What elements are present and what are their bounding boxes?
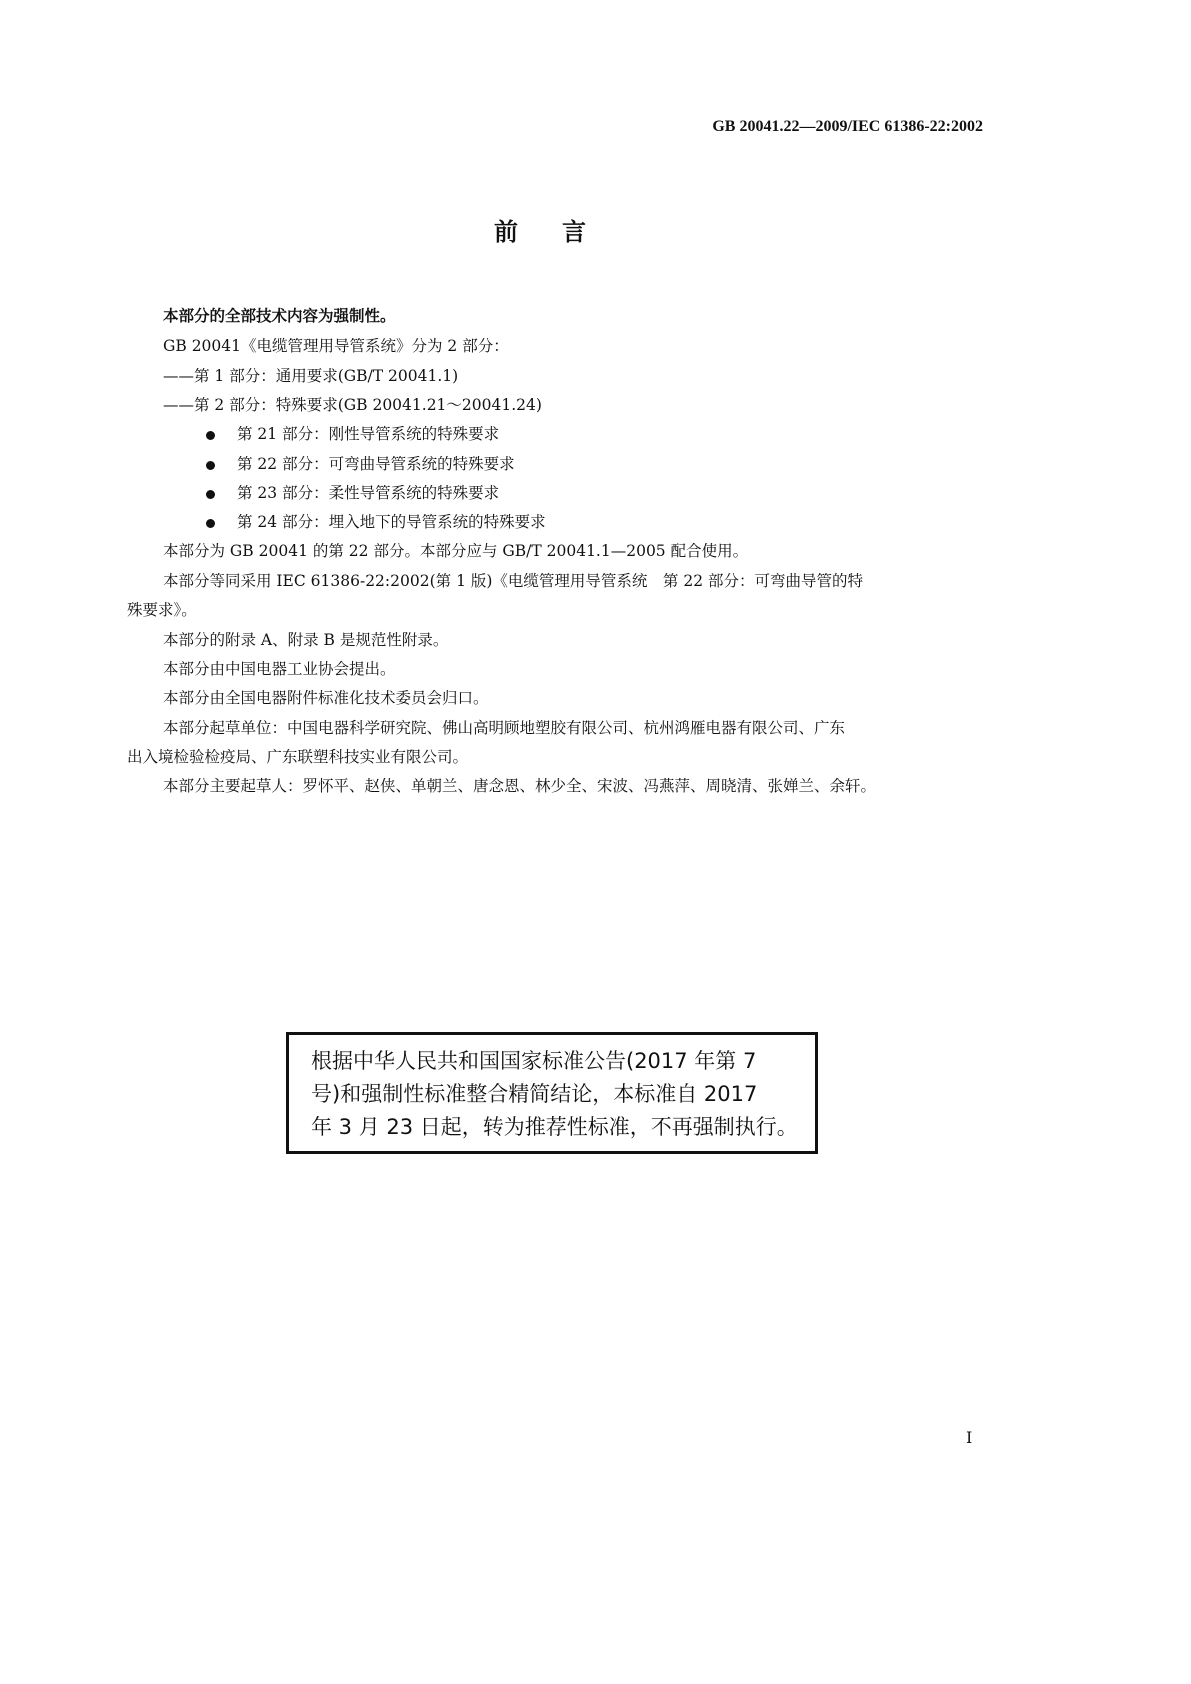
notice-line: 根据中华人民共和国国家标准公告(2017 年第 7 bbox=[311, 1049, 757, 1073]
paragraph: 本部分起草单位：中国电器科学研究院、佛山高明顾地塑胶有限公司、杭州鸿雁电器有限公司、广东 bbox=[163, 719, 846, 737]
bullet-icon bbox=[206, 431, 215, 440]
notice-line: 号)和强制性标准整合精简结论，本标准自 2017 bbox=[311, 1082, 758, 1106]
subpart-item bbox=[206, 424, 499, 444]
bullet-icon bbox=[206, 519, 215, 528]
part-item: ——第 1 部分：通用要求(GB/T 20041.1) bbox=[163, 367, 459, 385]
subpart-item bbox=[206, 454, 515, 474]
intro-paragraph: GB 20041《电缆管理用导管系统》分为 2 部分： bbox=[163, 337, 509, 355]
page-number: I bbox=[966, 1428, 973, 1447]
subpart-label: 第 21 部分：刚性导管系统的特殊要求 bbox=[237, 425, 500, 443]
notice-line: 年 3 月 23 日起，转为推荐性标准，不再强制执行。 bbox=[311, 1115, 798, 1139]
paragraph: 本部分为 GB 20041 的第 22 部分。本部分应与 GB/T 20041.1—2005 配合使用。 bbox=[163, 542, 749, 560]
paragraph-continuation: 殊要求》。 bbox=[127, 601, 197, 619]
paragraph: 本部分由中国电器工业协会提出。 bbox=[163, 660, 396, 678]
subpart-label: 第 24 部分：埋入地下的导管系统的特殊要求 bbox=[237, 513, 546, 531]
subpart-label: 第 22 部分：可弯曲导管系统的特殊要求 bbox=[237, 455, 515, 473]
page-title: 前言 bbox=[494, 218, 630, 246]
paragraph: 本部分主要起草人：罗怀平、赵侠、单朝兰、唐念恩、林少全、宋波、冯燕萍、周晓清、张婵兰、余轩。 bbox=[163, 777, 877, 795]
standard-code-header: GB 20041.22—2009/IEC 61386-22:2002 bbox=[712, 118, 983, 135]
paragraph: 本部分的附录 A、附录 B 是规范性附录。 bbox=[163, 631, 449, 649]
subpart-label: 第 23 部分：柔性导管系统的特殊要求 bbox=[237, 484, 500, 502]
bullet-icon bbox=[206, 461, 215, 470]
part-item: ——第 2 部分：特殊要求(GB 20041.21～20041.24) bbox=[163, 396, 542, 414]
subpart-item bbox=[206, 483, 499, 503]
paragraph: 本部分由全国电器附件标准化技术委员会归口。 bbox=[163, 689, 489, 707]
subpart-item bbox=[206, 512, 546, 532]
mandatory-statement: 本部分的全部技术内容为强制性。 bbox=[163, 307, 396, 325]
bullet-icon bbox=[206, 490, 215, 499]
paragraph: 本部分等同采用 IEC 61386-22:2002(第 1 版)《电缆管理用导管系统 第 22 部分：可弯曲导管的特 bbox=[163, 572, 863, 590]
notice-box bbox=[286, 1032, 818, 1154]
paragraph-continuation: 出入境检验检疫局、广东联塑科技实业有限公司。 bbox=[127, 748, 469, 766]
